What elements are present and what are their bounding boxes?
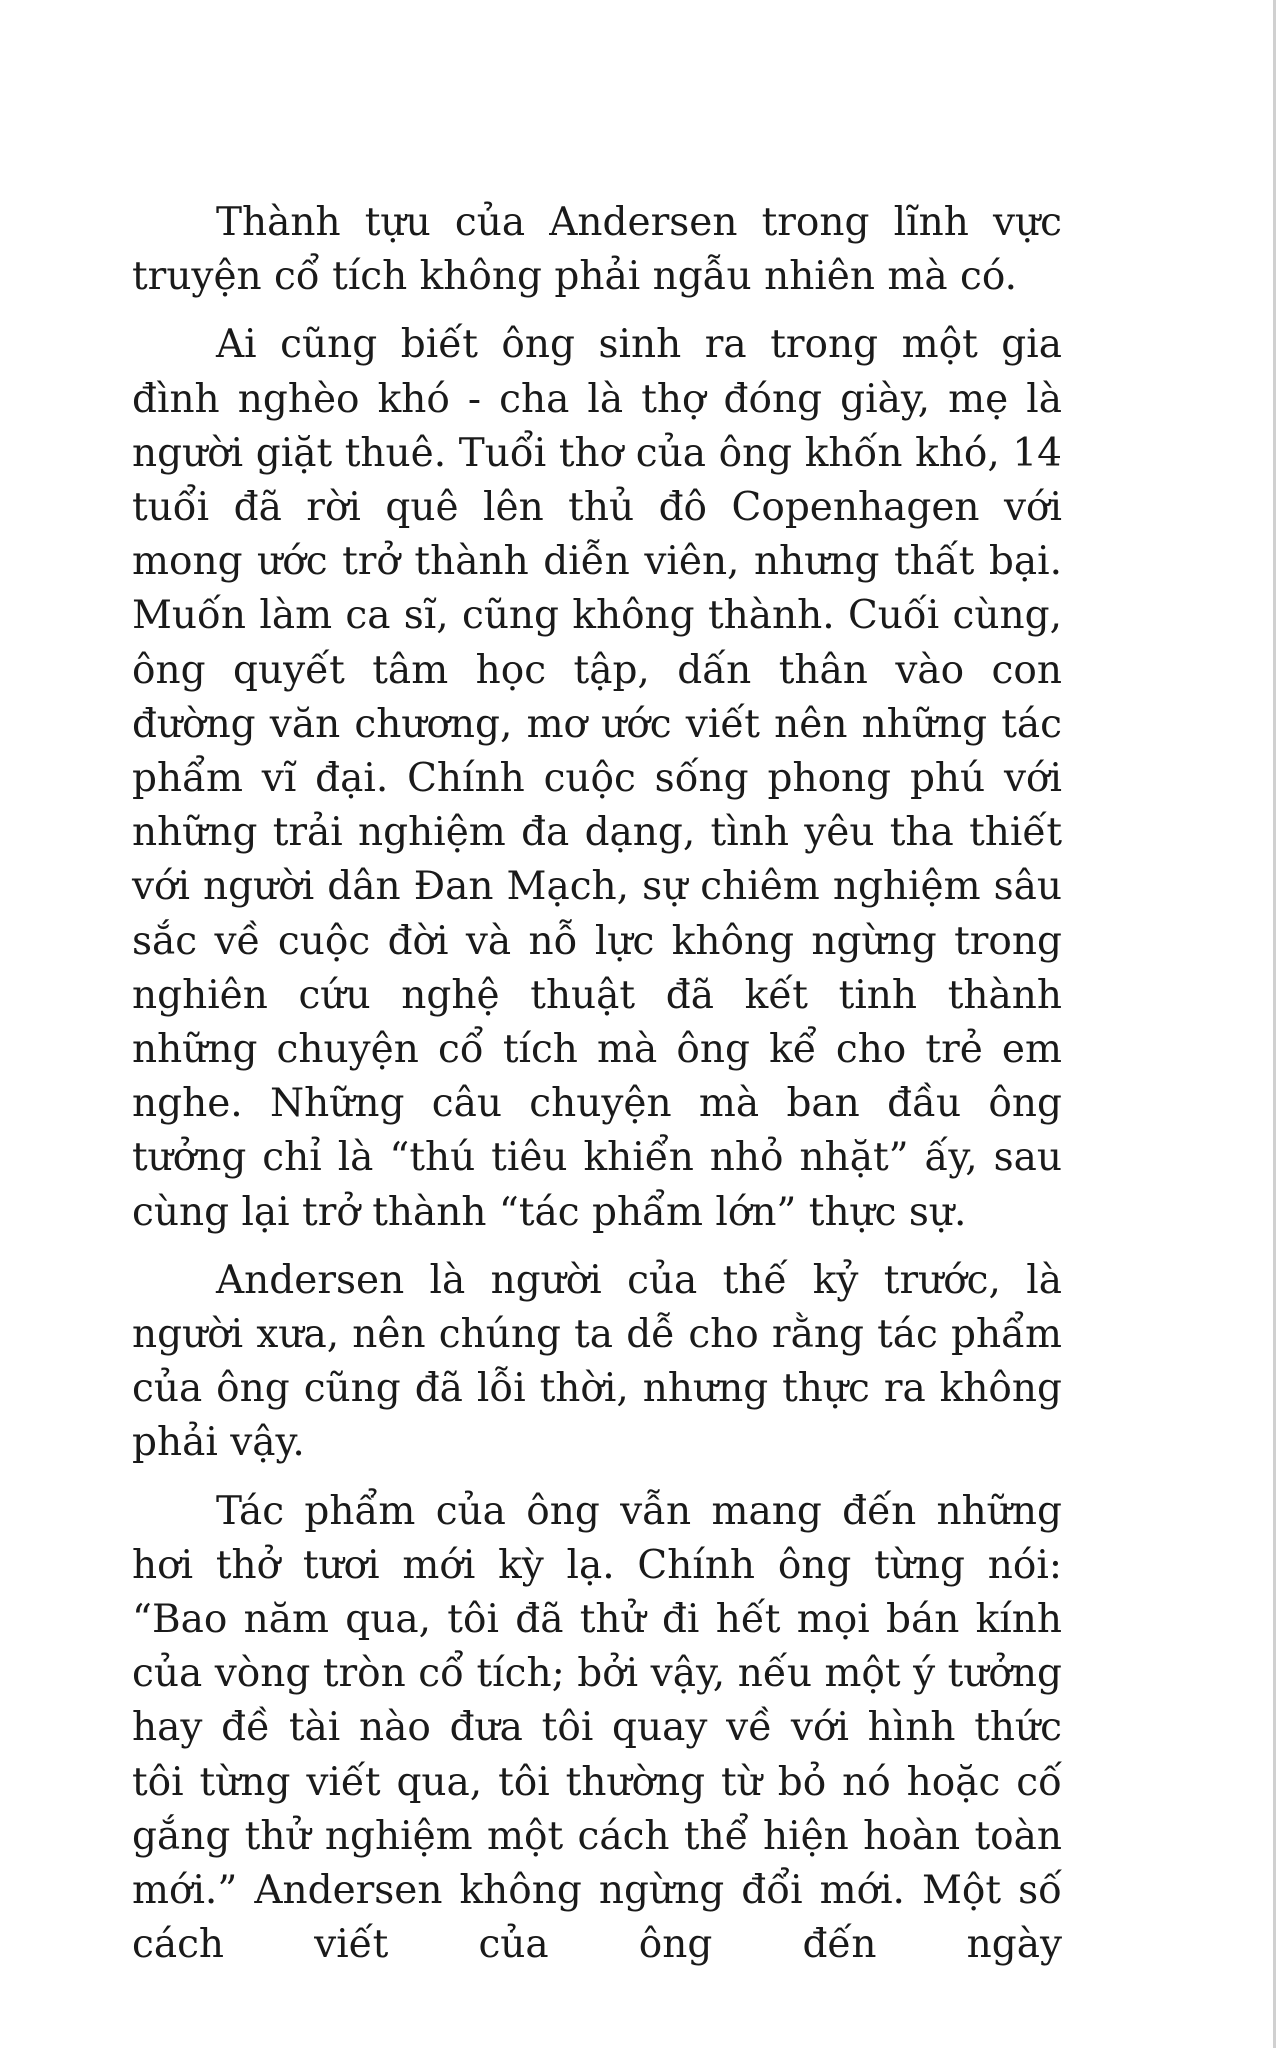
paragraph-2: Ai cũng biết ông sinh ra trong một gia đình nghèo khó - cha là thợ đóng giày, mẹ là người giặt thuê. Tuổi thơ của ông khốn khó, 14 tuổi đã rời quê lên thủ đô Copenhagen với mong ước trở thành diễn viên, nhưng thất bại. Muốn làm ca sĩ, cũng không thành. Cuối cùng, ông quyết tâm học tập, dấn thân vào con đường văn chương, mơ ước viết nên những tác phẩm vĩ đại. Chính cuộc sống phong phú với những trải nghiệm đa dạng, tình yêu tha thiết với người dân Đan Mạch, sự chiêm nghiệm sâu sắc về cuộc đời và nỗ lực không ngừng trong nghiên cứu nghệ thuật đã kết tinh thành những chuyện cổ tích mà ông kể cho trẻ em nghe. Những câu chuyện mà ban đầu ông tưởng chỉ là “thú tiêu khiển nhỏ nhặt” ấy, sau cùng lại trở thành “tác phẩm lớn” thực sự. (132, 322, 1062, 1235)
paragraph-3: Andersen là người của thế kỷ trước, là người xưa, nên chúng ta dễ cho rằng tác phẩm của ông cũng đã lỗi thời, nhưng thực ra không phải vậy. (132, 1257, 1062, 1466)
paragraph-4: Tác phẩm của ông vẫn mang đến những hơi thở tươi mới kỳ lạ. Chính ông từng nói: “Bao năm qua, tôi đã thử đi hết mọi bán kính của vòng tròn cổ tích; bởi vậy, nếu một ý tưởng hay đề tài nào đưa tôi quay về với hình thức tôi từng viết qua, tôi thường từ bỏ nó hoặc cố gắng thử nghiệm một cách thể hiện hoàn toàn mới.” Andersen không ngừng đổi mới. Một số cách viết của ông đến ngày (132, 1488, 1062, 1968)
paragraph-1: Thành tựu của Andersen trong lĩnh vực truyện cổ tích không phải ngẫu nhiên mà có. (132, 200, 1062, 300)
body-text (132, 196, 1062, 1987)
